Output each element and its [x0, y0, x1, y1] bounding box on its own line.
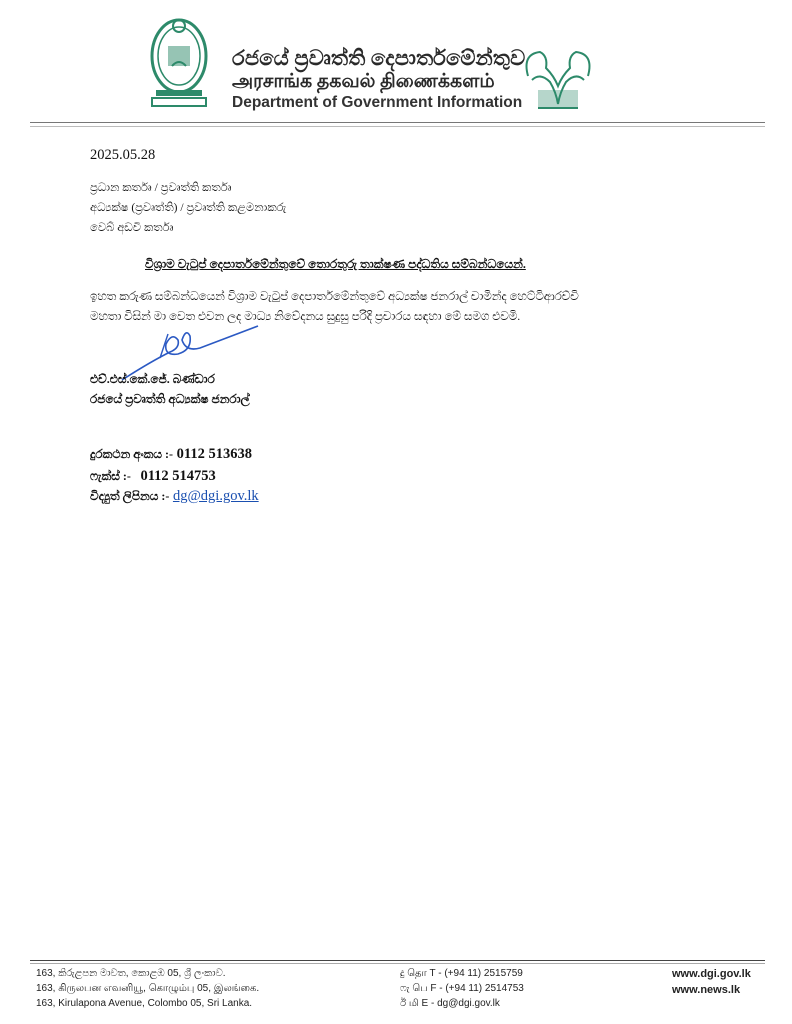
phone-contact [90, 446, 252, 463]
letter-date: 2025.05.28 [90, 147, 156, 163]
national-emblem-icon [148, 14, 210, 112]
footer-address-tamil: 163, கிருலபன எவனியூ, கொழும்பு 05, இலங்கை. [36, 983, 260, 994]
letter-body [90, 286, 650, 326]
footer-tel-value: (+94 11) 2515759 [444, 968, 523, 979]
email-contact [90, 488, 259, 505]
footer-fax [400, 983, 524, 995]
phone-label: දුරකථන අංකය :- [90, 447, 173, 461]
department-name-tamil: அரசாங்க தகவல் திணைக்களம் [232, 71, 495, 92]
footer-website[interactable]: www.dgi.gov.lk [672, 968, 751, 980]
footer-website[interactable]: www.news.lk [672, 984, 741, 996]
footer-tel-label: දු தொ T - [400, 968, 442, 979]
fax-value: 0112 514753 [140, 468, 216, 484]
body-line: ඉහත කරුණ සම්බන්ධයෙන් විශ්‍රාම වැටුප් දෙපාර්තමේන්තුවේ අධ්‍යක්ෂ ජනරාල් චාමින්ද හෙට්ටිආරච්චි [90, 289, 579, 303]
recipient-line: වෙබ් අඩවි කර්තෘ [90, 222, 174, 234]
footer-tel [400, 968, 523, 980]
phone-value: 0112 513638 [176, 446, 252, 462]
department-name-sinhala: රජයේ ප්‍රවෘත්ති දෙපාර්තමේන්තුව [232, 46, 526, 70]
footer-fax-label: ෆැ பெ F - [400, 983, 443, 994]
ornament-logo-icon [520, 46, 596, 116]
fax-label: ෆැක්ස් :- [90, 469, 131, 483]
footer-address-english: 163, Kirulapona Avenue, Colombo 05, Sri Lanka. [36, 998, 253, 1009]
body-line: මහතා විසින් මා වෙත එවන ලද මාධ්‍ය නිවේදනය සුදුසු පරිදි ප්‍රචාරය සඳහා මේ සමග එවමි. [90, 309, 521, 323]
footer-email [400, 998, 500, 1010]
email-label: විද්‍යුත් ලිපිනය :- [90, 489, 170, 503]
footer-address-sinhala: 163, කිරුළපන මාවත, කොළඹ 05, ශ්‍රී ලංකාව. [36, 968, 226, 979]
footer-divider-secondary [30, 963, 765, 964]
footer-divider [30, 960, 765, 961]
recipient-line: අධ්‍යක්ෂ (ප්‍රවෘත්ති) / ප්‍රවෘත්ති කළමනාකරු [90, 202, 287, 214]
footer-email-label: ඊ மி E - [400, 998, 435, 1009]
footer-email-value[interactable]: dg@dgi.gov.lk [437, 998, 500, 1009]
signatory-title: රජයේ ප්‍රවෘත්ති අධ්‍යක්ෂ ජනරාල් [90, 392, 250, 406]
signatory-name: එච්.එස්.කේ.ජේ. බණ්ඩාර [90, 372, 215, 386]
letter-subject: විශ්‍රාම වැටුප් දෙපාර්තමේන්තුවේ තොරතුරු තාක්ෂණ පද්ධතිය සම්බන්ධයෙන්. [145, 257, 526, 271]
header-divider [30, 122, 765, 123]
fax-contact [90, 468, 216, 485]
email-link[interactable]: dg@dgi.gov.lk [172, 488, 259, 504]
recipient-line: ප්‍රධාන කර්තෘ / ප්‍රවෘත්ති කර්තෘ [90, 182, 232, 194]
footer-fax-value: (+94 11) 2514753 [445, 983, 524, 994]
header-divider-secondary [30, 126, 765, 127]
department-name-english: Department of Government Information [232, 94, 523, 111]
